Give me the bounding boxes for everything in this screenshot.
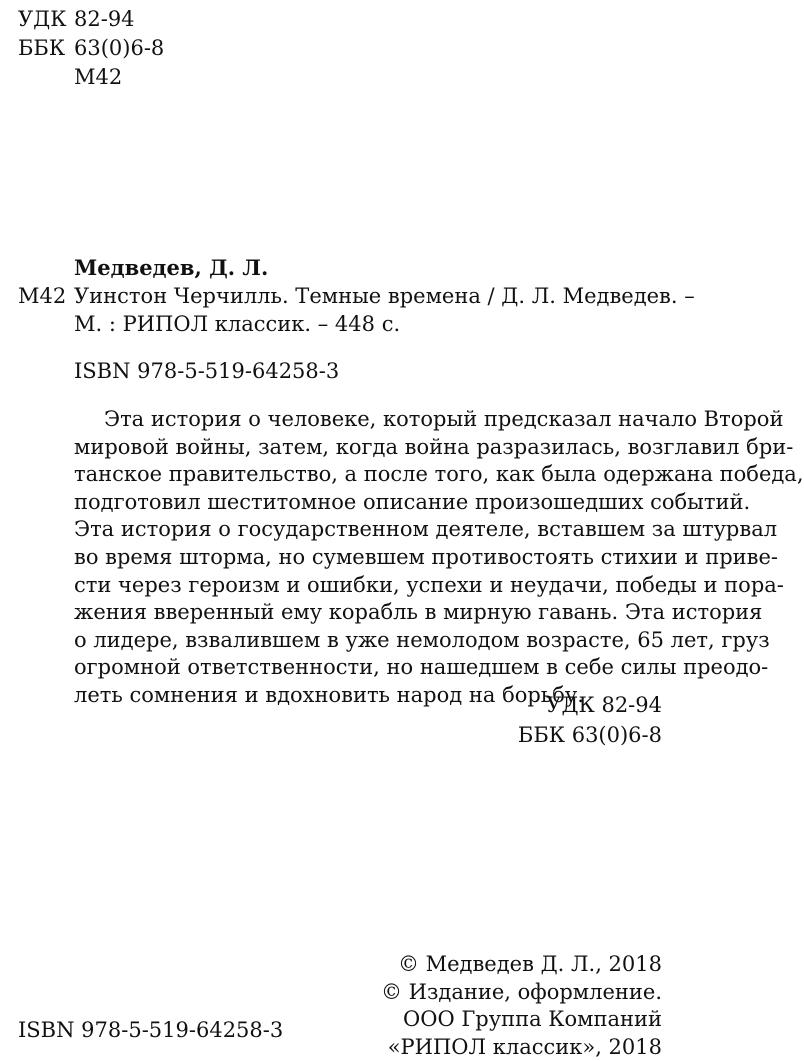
- abstract-line: огромной ответственности, но нашедшем в себе силы преодо-: [74, 654, 662, 682]
- author-mark: М42: [74, 62, 122, 92]
- udk-label: УДК: [18, 4, 67, 34]
- copyright-line: ООО Группа Компаний: [381, 1006, 662, 1034]
- title-line: Уинстон Черчилль. Темные времена / Д. Л. Медведев. –: [74, 281, 695, 311]
- abstract-line: мировой войны, затем, когда война разразилась, возглавил бри-: [74, 434, 662, 462]
- bottom-udk: УДК 82-94: [518, 690, 662, 720]
- abstract-line: подготовил шеститомное описание произошедших событий.: [74, 489, 662, 517]
- copyright-line: © Издание, оформление.: [381, 979, 662, 1007]
- isbn-main: ISBN 978-5-519-64258-3: [74, 356, 339, 386]
- udk-value: 82-94: [74, 4, 135, 34]
- abstract-line: Эта история о человеке, который предсказал начало Второй: [74, 406, 662, 434]
- publisher-line: М. : РИПОЛ классик. – 448 с.: [74, 309, 400, 339]
- entry-author-mark: М42: [18, 281, 66, 311]
- copyright-line: © Медведев Д. Л., 2018: [381, 951, 662, 979]
- isbn-bottom: ISBN 978-5-519-64258-3: [18, 1015, 283, 1045]
- bottom-codes: [518, 690, 662, 750]
- bottom-bbk: ББК 63(0)6-8: [518, 720, 662, 750]
- abstract-line: леть сомнения и вдохновить народ на борьбу.: [74, 682, 662, 710]
- abstract-line: о лидере, взвалившем в уже немолодом возрасте, 65 лет, груз: [74, 627, 662, 655]
- bbk-value: 63(0)6-8: [74, 33, 164, 63]
- abstract-line: Эта история о государственном деятеле, вставшем за штурвал: [74, 516, 662, 544]
- copyright-line: «РИПОЛ классик», 2018: [381, 1034, 662, 1061]
- author-name: Медведев, Д. Л.: [74, 253, 268, 283]
- abstract: [74, 406, 662, 710]
- abstract-line: сти через героизм и ошибки, успехи и неудачи, победы и пора-: [74, 572, 662, 600]
- copyright-block: [381, 951, 662, 1061]
- abstract-line: во время шторма, но сумевшем противостоять стихии и приве-: [74, 544, 662, 572]
- abstract-line: танское правительство, а после того, как была одержана победа,: [74, 461, 662, 489]
- bbk-label: ББК: [18, 33, 65, 63]
- abstract-line: жения вверенный ему корабль в мирную гавань. Эта история: [74, 599, 662, 627]
